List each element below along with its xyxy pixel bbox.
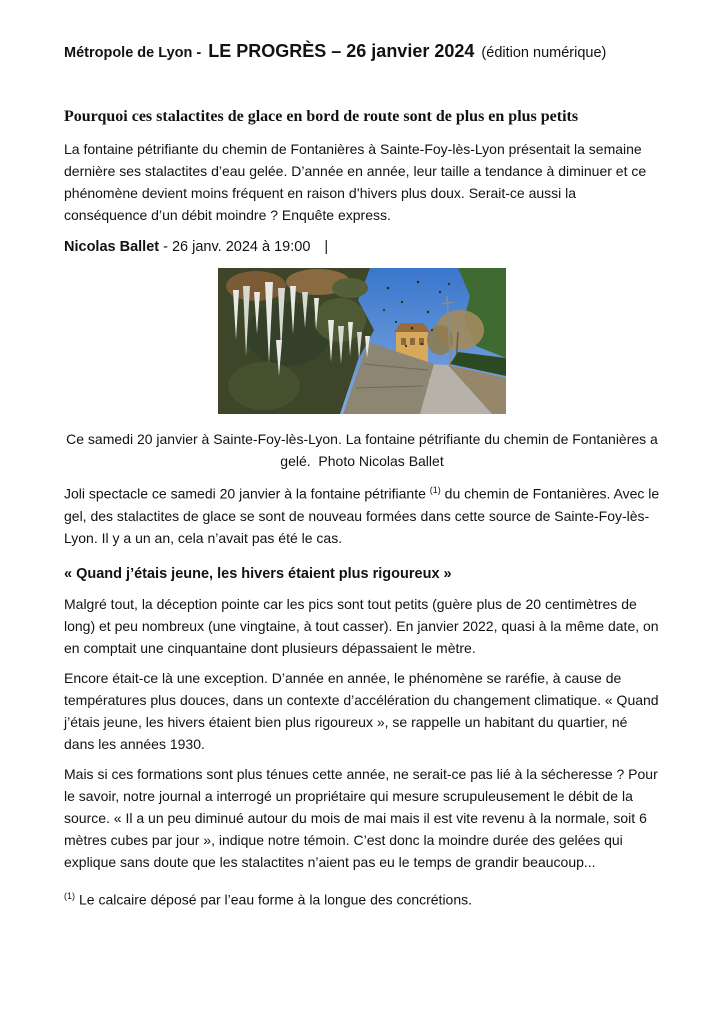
article-headline: Pourquoi ces stalactites de glace en bord de route sont de plus en plus petits xyxy=(64,108,579,125)
moss-patch xyxy=(228,362,300,410)
article-lead: La fontaine pétrifiante du chemin de Fontanières à Sainte-Foy-lès-Lyon présentait la semaine dernière ses stalactites d’eau gelée. D’année en année, leur taille a tendance à diminuer et ce phénomène devient moins fréquent en raison d’hivers plus doux. Serait-ce aussi la conséquence d’un débit moindre ? Enquête express. xyxy=(64,141,647,223)
byline-separator: | xyxy=(324,239,329,255)
byline xyxy=(64,236,660,258)
footnote-text: Le calcaire déposé par l’eau forme à la longue des concrétions. xyxy=(79,891,473,908)
moss-patch xyxy=(332,278,368,298)
paragraph-1-text: Joli spectacle ce samedi 20 janvier à la fontaine pétrifiante xyxy=(64,485,430,502)
masthead-title: LE PROGRÈS – 26 janvier 2024 xyxy=(208,41,475,61)
article-photo xyxy=(218,268,506,414)
footnote-marker: (1) xyxy=(64,890,75,901)
document-header xyxy=(64,41,660,63)
region-label: Métropole de Lyon - xyxy=(64,45,202,61)
paragraph-1-text: du chemin de Fontanières. Avec le gel, des stalactites de glace se sont de nouveau formées dans cette source de Sainte-Foy-lès-Lyon. Il y a un an, cela n’avait pas été le cas. xyxy=(64,485,660,546)
edition-note: (édition numérique) xyxy=(481,45,607,61)
building-window xyxy=(410,338,415,345)
building-window xyxy=(401,338,406,345)
footnote xyxy=(64,885,660,911)
photo-caption: Ce samedi 20 janvier à Sainte-Foy-lès-Lyon. La fontaine pétrifiante du chemin de Fontanières a gelé. Photo Nicolas Ballet xyxy=(66,431,662,469)
article-paragraph-1 xyxy=(64,479,660,549)
section-subheading: « Quand j’étais jeune, les hivers étaient plus rigoureux » xyxy=(64,565,452,582)
byline-author: Nicolas Ballet xyxy=(64,239,160,255)
roadside-icicles-photo-illustration xyxy=(218,268,506,414)
article-paragraph-3: Encore était-ce là une exception. D’année en année, le phénomène se raréfie, à cause de températures plus douces, dans un contexte d’accélération du changement climatique. « Quand j’étais jeune, les hivers étaient bien plus rigoureux », se rappelle un habitant du quartier, né dans les années 1930. xyxy=(64,669,659,752)
footnote-reference: (1) xyxy=(429,485,441,495)
article-paragraph-2: Malgré tout, la déception pointe car les pics sont tout petits (guère plus de 20 centimètres de long) et peu nombreux (une vingtaine, à tout casser). En janvier 2022, quasi à la même date, on en comptait une cinquantaine dont plusieurs dépassaient le mètre. xyxy=(64,595,659,656)
byline-date: - 26 janv. 2024 à 19:00 xyxy=(159,239,311,255)
article-paragraph-4: Mais si ces formations sont plus ténues cette année, ne serait-ce pas lié à la sécheresse ? Pour le savoir, notre journal a interrogé un propriétaire qui mesure scrupuleusement le débit de la source. « Il a un peu diminué autour du mois de mai mais il est vite revenu à la normale, soit 6 mètres cubes par jour », indique notre témoin. C’est donc la moindre durée des gelées qui explique sans doute que les stalactites n’aient pas eu le temps de grandir beaucoup... xyxy=(64,765,658,870)
